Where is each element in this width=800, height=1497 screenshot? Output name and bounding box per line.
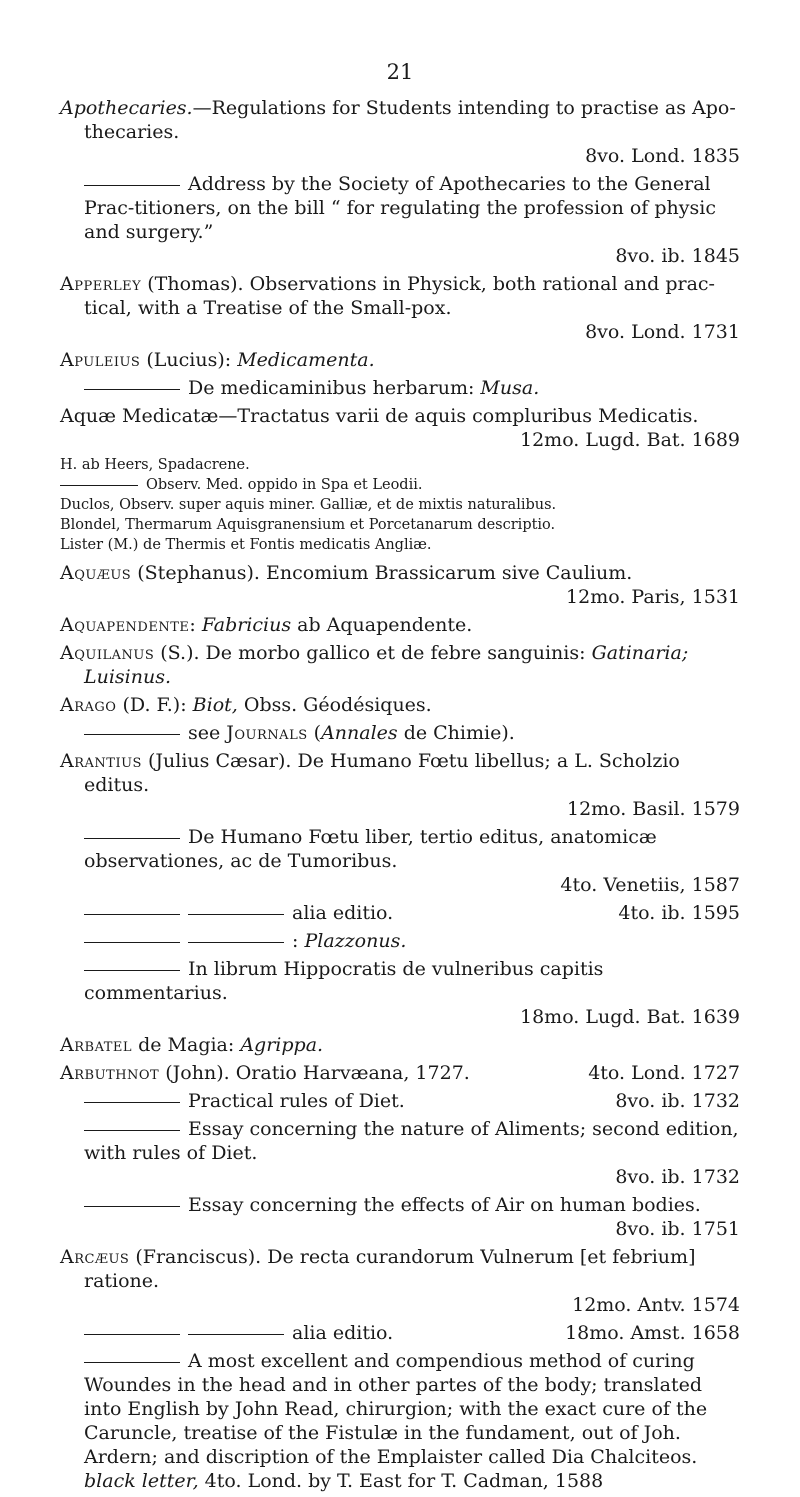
entry-text-tail: de Chimie). bbox=[397, 722, 515, 744]
page-number: 21 bbox=[386, 60, 414, 84]
ditto-rule bbox=[84, 1130, 180, 1131]
entry-imprint: 18mo. Lugd. Bat. 1639 bbox=[520, 1006, 740, 1028]
entry-arbuthnot-air bbox=[60, 1193, 740, 1241]
entry-aquae-medicatae bbox=[60, 404, 740, 452]
entry-imprint: 18mo. Amst. 1658 bbox=[565, 1322, 740, 1344]
entry-text: Practical rules of Diet. bbox=[188, 1090, 405, 1112]
contents-item: H. ab Heers, Spadacrene. bbox=[60, 457, 250, 473]
entry-text: alia editio. bbox=[292, 1322, 394, 1344]
entry-heading: Arantius bbox=[60, 750, 142, 772]
cross-reference: Annales bbox=[321, 722, 398, 744]
cross-reference: Journals bbox=[226, 722, 308, 744]
cross-reference: Musa. bbox=[480, 377, 540, 399]
entry-imprint: 8vo. ib. 1845 bbox=[615, 245, 740, 267]
ditto-rule bbox=[84, 389, 180, 390]
entry-arcaeus-woundes bbox=[60, 1349, 740, 1493]
entry-text: (Lucius): bbox=[140, 349, 238, 371]
entry-text: : bbox=[292, 930, 305, 952]
entry-imprint: 12mo. Lugd. Bat. 1689 bbox=[520, 429, 740, 451]
ditto-rule bbox=[188, 1334, 284, 1335]
entry-apothecaries bbox=[60, 96, 740, 168]
entry-text: De Humano Fœtu liber, tertio editus, anatomicæ observationes, ac de Tumoribus. bbox=[84, 826, 657, 872]
entry-aquapendente bbox=[60, 613, 740, 637]
contents-item: Duclos, Observ. super aquis miner. Galliæ, et de mixtis naturalibus. bbox=[60, 497, 557, 513]
cross-reference: Medicamenta. bbox=[237, 349, 375, 371]
entry-imprint: 12mo. Basil. 1579 bbox=[566, 798, 740, 820]
contents-item: Observ. Med. oppido in Spa et Leodii. bbox=[60, 476, 740, 495]
entry-imprint: 8vo. ib. 1751 bbox=[615, 1218, 740, 1240]
contents-item: Blondel, Thermarum Aquisgranensium et Porcetanarum descriptio. bbox=[60, 517, 556, 533]
entry-text: (Thomas). Observations in Physick, both rational and prac-tical, with a Treatise of the Small-pox. bbox=[84, 273, 715, 319]
entry-heading: Aquæus bbox=[60, 562, 132, 584]
entry-text: : bbox=[189, 614, 202, 636]
entry-heading: Aquapendente bbox=[60, 614, 190, 636]
entry-imprint: 4to. Lond. 1727 bbox=[588, 1062, 740, 1084]
entry-heading: Arbatel bbox=[60, 1034, 133, 1056]
entry-arcaeus bbox=[60, 1245, 740, 1317]
ditto-rule bbox=[84, 1206, 180, 1207]
entry-heading: Arcæus bbox=[60, 1246, 130, 1268]
entry-arbuthnot bbox=[60, 1061, 740, 1085]
cross-reference: Biot, bbox=[192, 694, 238, 716]
entry-imprint: 8vo. ib. 1732 bbox=[615, 1090, 740, 1112]
entry-imprint: 4to. ib. 1595 bbox=[618, 902, 740, 924]
entry-text: de Magia: bbox=[132, 1034, 241, 1056]
entry-text: —Regulations for Students intending to practise as Apo-thecaries. bbox=[84, 97, 736, 143]
cross-reference: Fabricius bbox=[201, 614, 292, 636]
cross-reference: black letter, bbox=[84, 1470, 199, 1492]
entry-text: alia editio. bbox=[292, 902, 394, 924]
ditto-rule bbox=[84, 185, 180, 186]
entry-arantius-alia bbox=[60, 901, 740, 925]
entry-text: A most excellent and compendious method of curing Woundes in the head and in other partes of the body; translated into English by John Read, chirurgion; with the exact cure of the Caruncle, treatise of the Fistulæ in the fundament, out of Joh. Ardern; and discription of the Emplaister called Dia Chalciteos. bbox=[84, 1350, 708, 1468]
entry-heading: Arago bbox=[60, 694, 117, 716]
entry-text: Address by the Society of Apothecaries to the General Prac-titioners, on the bill “ for regulating the profession of physic and surgery.” bbox=[84, 173, 716, 243]
ditto-rule bbox=[84, 914, 180, 915]
entry-heading: Apperley bbox=[60, 273, 142, 295]
entry-apuleius-herbarum bbox=[60, 376, 740, 400]
contents-list bbox=[60, 456, 740, 555]
entry-arantius-hippocratis bbox=[60, 957, 740, 1029]
entry-imprint: 8vo. Lond. 1835 bbox=[585, 145, 740, 167]
contents-item: Lister (M.) de Thermis et Fontis medicatis Angliæ. bbox=[60, 537, 432, 553]
entry-apuleius bbox=[60, 348, 740, 372]
entry-imprint: 8vo. ib. 1732 bbox=[615, 1166, 740, 1188]
entry-heading: Arbuthnot bbox=[60, 1062, 160, 1084]
ditto-rule bbox=[188, 942, 284, 943]
entry-imprint: 8vo. Lond. 1731 bbox=[585, 321, 740, 343]
cross-reference: Agrippa. bbox=[240, 1034, 324, 1056]
entry-aquilanus bbox=[60, 641, 740, 689]
ditto-rule bbox=[188, 914, 284, 915]
entry-arantius-plazzonus bbox=[60, 929, 740, 953]
entry-text: (D. F.): bbox=[116, 694, 193, 716]
entry-arago bbox=[60, 693, 740, 717]
ditto-rule bbox=[84, 838, 180, 839]
entry-text: In librum Hippocratis de vulneribus capitis commentarius. bbox=[84, 958, 604, 1004]
cross-reference: Plazzonus. bbox=[304, 930, 407, 952]
entry-text-tail: Obss. Géodésiques. bbox=[237, 694, 432, 716]
entry-imprint: 4to. Lond. by T. East for T. Cadman, 1588 bbox=[198, 1470, 604, 1492]
entry-text: De medicaminibus herbarum: bbox=[188, 377, 481, 399]
entry-text: Aquæ Medicatæ—Tractatus varii de aquis compluribus Medicatis. bbox=[60, 405, 699, 427]
entry-text-tail: ab Aquapendente. bbox=[291, 614, 473, 636]
entry-arantius-liber bbox=[60, 825, 740, 897]
entry-text: (Stephanus). Encomium Brassicarum sive Caulium. bbox=[131, 562, 633, 584]
entry-arbatel bbox=[60, 1033, 740, 1057]
entry-imprint: 12mo. Paris, 1531 bbox=[566, 586, 740, 608]
entry-heading: Apuleius bbox=[60, 349, 141, 371]
entry-imprint: 12mo. Antv. 1574 bbox=[572, 1294, 740, 1316]
entry-text: (Julius Cæsar). De Humano Fœtu libellus; a L. Scholzio editus. bbox=[84, 750, 680, 796]
ditto-rule bbox=[84, 942, 180, 943]
entry-apperley bbox=[60, 272, 740, 344]
entry-arago-journals: see Journals (Annales de Chimie). bbox=[60, 721, 740, 745]
entry-text: Essay concerning the nature of Aliments; second edition, with rules of Diet. bbox=[84, 1118, 739, 1164]
entry-text: Essay concerning the effects of Air on human bodies. bbox=[188, 1194, 701, 1216]
entry-heading: Apothecaries. bbox=[60, 97, 193, 119]
entry-text: see bbox=[188, 722, 227, 744]
entry-arbuthnot-diet bbox=[60, 1089, 740, 1113]
entry-apothecaries-address bbox=[60, 172, 740, 268]
ditto-rule bbox=[84, 1362, 180, 1363]
ditto-rule bbox=[84, 1334, 180, 1335]
entry-text: (John). Oratio Harvæana, 1727. bbox=[159, 1062, 470, 1084]
ditto-rule bbox=[84, 970, 180, 971]
entry-heading: Aquilanus bbox=[60, 642, 155, 664]
entry-arbuthnot-aliments bbox=[60, 1117, 740, 1189]
bibliography-list bbox=[60, 96, 740, 1497]
entry-arcaeus-alia bbox=[60, 1321, 740, 1345]
ditto-rule bbox=[84, 734, 180, 735]
ditto-rule bbox=[60, 485, 138, 486]
cross-reference: Gatinaria; Luisinus. bbox=[84, 642, 689, 688]
ditto-rule bbox=[84, 1102, 180, 1103]
entry-imprint: 4to. Venetiis, 1587 bbox=[560, 874, 740, 896]
entry-arantius bbox=[60, 749, 740, 821]
entry-text: (S.). De morbo gallico et de febre sanguinis: bbox=[154, 642, 592, 664]
entry-text: (Franciscus). De recta curandorum Vulnerum [et febrium] ratione. bbox=[84, 1246, 696, 1292]
entry-aquaeus bbox=[60, 561, 740, 609]
